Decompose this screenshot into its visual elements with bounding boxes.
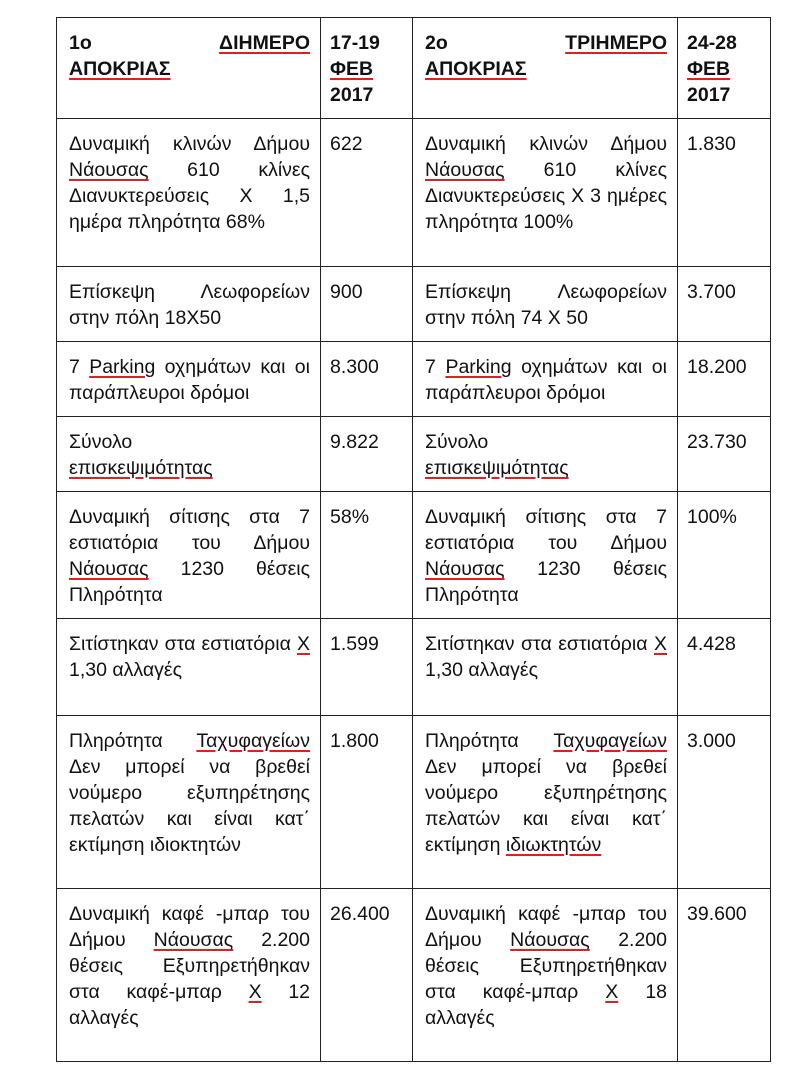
table-row <box>57 619 771 716</box>
row-value: 26.400 <box>321 889 413 1062</box>
row-value: 3.000 <box>678 716 771 889</box>
row-value: 9.822 <box>321 417 413 492</box>
header-first-ordinal: 1ο <box>69 32 92 54</box>
header-first-dates-month: ΦΕΒ <box>330 58 374 80</box>
header-first-dates-year: 2017 <box>330 84 374 106</box>
table-row <box>57 716 771 889</box>
header-first-subtitle: ΑΠΟΚΡΙΑΣ <box>69 58 171 80</box>
header-second-ordinal: 2ο <box>425 32 448 54</box>
row-value: 8.300 <box>321 342 413 417</box>
row-value: 18.200 <box>678 342 771 417</box>
row-description: Δυναμική σίτισης στα 7 εστιατόρια του Δήμου Νάουσας 1230 θέσεις Πληρότητα <box>413 492 678 619</box>
header-second-dates-month: ΦΕΒ <box>687 58 731 80</box>
header-second-dates-range: 24-28 <box>687 32 737 54</box>
row-value: 622 <box>321 119 413 267</box>
row-value: 1.830 <box>678 119 771 267</box>
row-value: 39.600 <box>678 889 771 1062</box>
header-row <box>57 18 771 119</box>
header-first-event <box>57 18 321 119</box>
row-value: 3.700 <box>678 267 771 342</box>
header-first-dates-range: 17-19 <box>330 32 380 54</box>
row-description: Δυναμική καφέ -μπαρ του Δήμου Νάουσας 2.200 θέσεις Εξυπηρετήθηκαν στα καφέ-μπαρ Χ 12 αλλαγές <box>57 889 321 1062</box>
header-second-subtitle: ΑΠΟΚΡΙΑΣ <box>425 58 527 80</box>
table-row <box>57 417 771 492</box>
header-second-event <box>413 18 678 119</box>
row-value: 58% <box>321 492 413 619</box>
header-second-title: ΤΡΙΗΜΕΡΟ <box>565 32 667 54</box>
header-first-event-line1 <box>69 30 310 56</box>
row-description: Σιτίστηκαν στα εστιατόρια Χ 1,30 αλλαγές <box>413 619 678 716</box>
header-second-dates-year: 2017 <box>687 84 731 106</box>
row-value: 100% <box>678 492 771 619</box>
row-description: 7 Parking οχημάτων και οι παράπλευροι δρόμοι <box>413 342 678 417</box>
row-value: 900 <box>321 267 413 342</box>
row-description: Σύνολο επισκεψιμότητας <box>57 417 321 492</box>
row-value: 1.599 <box>321 619 413 716</box>
row-description: Επίσκεψη Λεωφορείων στην πόλη 18Χ50 <box>57 267 321 342</box>
row-description: Δυναμική καφέ -μπαρ του Δήμου Νάουσας 2.200 θέσεις Εξυπηρετήθηκαν στα καφέ-μπαρ Χ 18 αλλαγές <box>413 889 678 1062</box>
table-row <box>57 889 771 1062</box>
data-table <box>56 17 771 1062</box>
row-description: Επίσκεψη Λεωφορείων στην πόλη 74 Χ 50 <box>413 267 678 342</box>
row-description: Δυναμική κλινών Δήμου Νάουσας 610 κλίνες Διανυκτερεύσεις Χ 3 ημέρες πληρότητα 100% <box>413 119 678 267</box>
row-description: Δυναμική κλινών Δήμου Νάουσας 610 κλίνες Διανυκτερεύσεις Χ 1,5 ημέρα πληρότητα 68% <box>57 119 321 267</box>
row-value: 1.800 <box>321 716 413 889</box>
row-description: Πληρότητα Ταχυφαγείων Δεν μπορεί να βρεθεί νούμερο εξυπηρέτησης πελατών και είναι κατ΄ εκτίμηση ιδιοκτητών <box>57 716 321 889</box>
table-row <box>57 267 771 342</box>
table-row <box>57 342 771 417</box>
row-value: 4.428 <box>678 619 771 716</box>
row-description: Δυναμική σίτισης στα 7 εστιατόρια του Δήμου Νάουσας 1230 θέσεις Πληρότητα <box>57 492 321 619</box>
header-first-title: ΔΙΗΜΕΡΟ <box>219 32 310 54</box>
header-second-dates <box>678 18 771 119</box>
row-description: Σιτίστηκαν στα εστιατόρια Χ 1,30 αλλαγές <box>57 619 321 716</box>
row-description: 7 Parking οχημάτων και οι παράπλευροι δρόμοι <box>57 342 321 417</box>
row-value: 23.730 <box>678 417 771 492</box>
header-second-event-line1 <box>425 30 667 56</box>
table-row <box>57 119 771 267</box>
table-row <box>57 492 771 619</box>
row-description: Πληρότητα Ταχυφαγείων Δεν μπορεί να βρεθεί νούμερο εξυπηρέτησης πελατών και είναι κατ΄ εκτίμηση ιδιωκτητών <box>413 716 678 889</box>
header-first-dates <box>321 18 413 119</box>
row-description: Σύνολο επισκεψιμότητας <box>413 417 678 492</box>
